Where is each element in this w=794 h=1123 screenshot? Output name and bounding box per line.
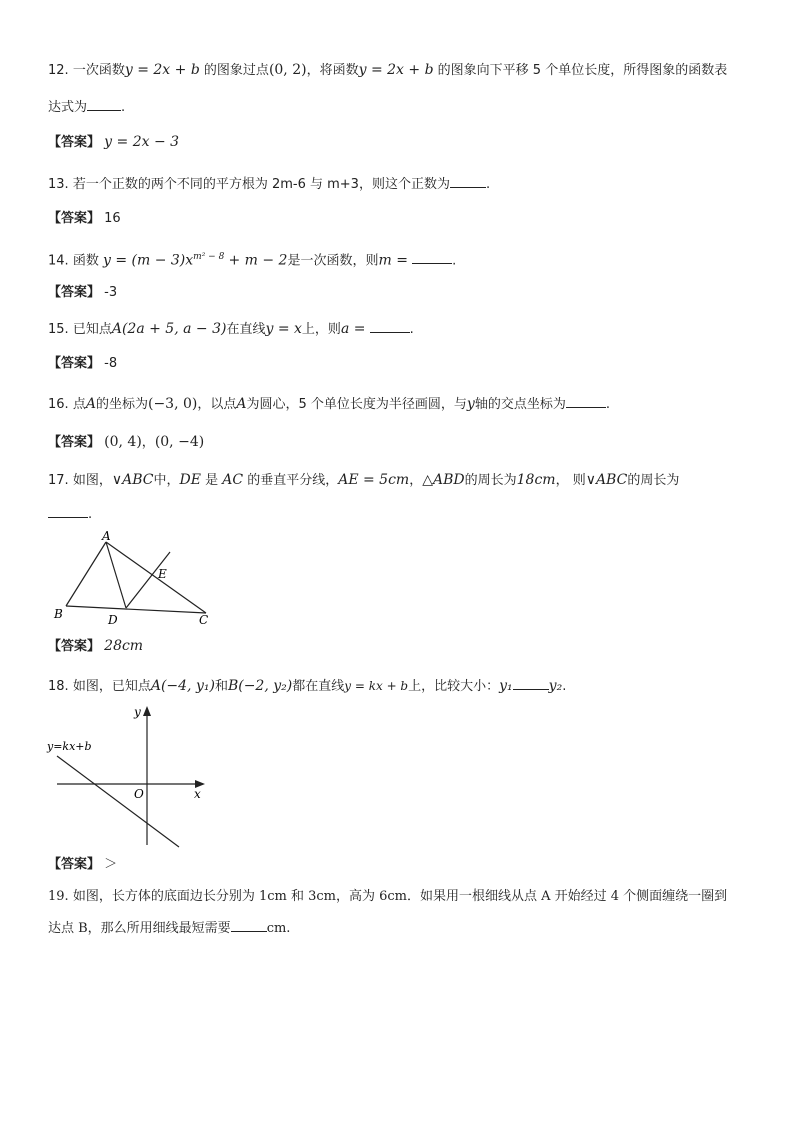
- answer-label: 【答案】: [48, 356, 101, 371]
- q18-formula: y₁: [499, 678, 513, 694]
- q17-text: 的周长为: [627, 473, 680, 488]
- q12-text: 一次函数: [72, 63, 125, 78]
- segment-ac: [106, 542, 206, 613]
- q14-exponent: m² − 8: [193, 252, 225, 262]
- answer-blank: [231, 917, 267, 932]
- segment-bc: [66, 606, 206, 613]
- answer-blank: [566, 393, 606, 408]
- q14-number: 14.: [48, 253, 69, 269]
- q14-formula: + m − 2: [228, 252, 288, 269]
- answer-value: (0, 4): [104, 434, 142, 450]
- answer-value: 16: [104, 211, 121, 226]
- answer-label: 【答案】: [48, 857, 101, 872]
- q16-line: [48, 393, 754, 415]
- q19-text: cm.: [266, 921, 291, 936]
- label-a: A: [102, 529, 111, 543]
- q17-text: 中，: [153, 473, 180, 488]
- q15-formula: A(2a + 5, a − 3): [111, 321, 227, 337]
- q17-formula: 18cm: [516, 472, 556, 488]
- q12-text: 的图象向下平移 5 个单位长度，所得图象的函数表: [437, 63, 728, 78]
- q19-line1: [48, 887, 754, 907]
- q17-formula: ∨ABC: [111, 472, 154, 488]
- q12-line1: [48, 60, 754, 81]
- y-axis-arrow-icon: [143, 706, 151, 716]
- answer-blank: [48, 503, 88, 518]
- q13-number: 13.: [48, 177, 69, 192]
- q12-text: 的图象过点: [203, 63, 269, 78]
- label-origin: O: [134, 787, 144, 801]
- q16-number: 16.: [48, 397, 69, 412]
- q15-line: [48, 318, 754, 340]
- answer-value: 28cm: [104, 638, 144, 654]
- q15-answer: [48, 354, 754, 374]
- q17-answer: [48, 636, 754, 657]
- q14-line: [48, 247, 754, 271]
- q18-formula: y = kx + b: [344, 679, 409, 693]
- answer-label: 【答案】: [48, 135, 101, 150]
- answer-value: y = 2x − 3: [104, 134, 180, 150]
- q15-text: 在直线: [226, 322, 266, 337]
- q16-text: ，以点: [197, 397, 237, 412]
- q14-formula: m =: [378, 252, 408, 269]
- answer-label: 【答案】: [48, 435, 101, 450]
- answer-blank: [370, 318, 410, 333]
- q16-text: 轴的交点坐标为: [474, 397, 566, 412]
- answer-value: -3: [104, 285, 118, 300]
- q12-text: .: [121, 100, 126, 115]
- q15-number: 15.: [48, 322, 69, 337]
- q14-answer: [48, 283, 754, 303]
- q14-text: 函数: [72, 253, 99, 269]
- label-y-axis: y: [134, 705, 141, 719]
- q17-text: 如图，: [72, 473, 112, 488]
- q16-text: 点: [72, 397, 86, 412]
- q17-formula: △ABD: [422, 472, 465, 488]
- q16-formula: A: [236, 396, 247, 412]
- label-x-axis: x: [194, 787, 201, 801]
- answer-value: (0, −4): [154, 434, 205, 450]
- q18-answer: [48, 855, 754, 875]
- q16-point: (−3, 0): [147, 396, 198, 412]
- q19-number: 19.: [48, 889, 69, 904]
- q15-text: .: [409, 322, 414, 337]
- q18-formula: A(−4, y₁): [150, 678, 215, 694]
- q15-text: 上，则: [301, 322, 341, 337]
- q18-formula: y₂: [548, 678, 563, 694]
- q17-text: 是: [205, 473, 219, 488]
- q17-formula: AC: [222, 472, 244, 488]
- q13-text: .: [485, 177, 491, 192]
- answer-label: 【答案】: [48, 285, 101, 300]
- q19-text: 达点 B，那么所用细线最短需要: [48, 921, 231, 936]
- q16-text: .: [605, 397, 610, 412]
- q19-line2: [48, 917, 754, 939]
- q18-text: 上，比较大小：: [408, 679, 500, 694]
- q17-number: 17.: [48, 473, 69, 488]
- q12-text: ，将函数: [306, 63, 359, 78]
- q12-line2: [48, 96, 754, 118]
- q14-text: 是一次函数，则: [287, 253, 379, 269]
- q16-text: 的坐标为: [95, 397, 148, 412]
- triangle-figure: [48, 528, 218, 628]
- q18-text: 和: [214, 679, 228, 694]
- answer-blank: [450, 173, 486, 188]
- answer-value: ＞: [104, 857, 118, 872]
- answer-blank: [87, 96, 121, 111]
- q16-answer: [48, 432, 754, 453]
- q12-text: 达式为: [48, 100, 88, 115]
- segment-ad: [106, 542, 126, 608]
- q18-formula: B(−2, y₂): [227, 678, 293, 694]
- q16-text: 为圆心，5 个单位长度为半径画圆，与: [246, 397, 467, 412]
- line-graph-figure: [45, 700, 215, 850]
- label-line: y=kx+b: [47, 740, 92, 753]
- q18-text: 都在直线: [292, 679, 345, 694]
- q17-text: ， 则: [555, 473, 586, 488]
- q15-formula: a =: [340, 321, 366, 337]
- q17-line2: [48, 503, 754, 525]
- q18-line: [48, 675, 754, 697]
- q12-answer: [48, 132, 754, 153]
- label-d: D: [108, 613, 118, 627]
- q13-text: 若一个正数的两个不同的平方根为 2m-6 与 m+3，则这个正数为: [72, 177, 450, 192]
- label-e: E: [158, 567, 167, 581]
- segment-ab: [66, 542, 106, 606]
- q15-formula: y = x: [265, 321, 302, 337]
- q15-text: 已知点: [72, 322, 112, 337]
- q18-number: 18.: [48, 679, 69, 694]
- q12-formula: y = 2x + b: [358, 62, 434, 78]
- q17-formula: AE = 5cm: [338, 472, 410, 488]
- line-y-kx-b: [57, 756, 179, 847]
- q18-text: 如图，已知点: [72, 679, 151, 694]
- q13-line: [48, 173, 754, 195]
- q17-text: 的垂直平分线，: [247, 473, 339, 488]
- q17-line1: [48, 470, 754, 491]
- q18-text: .: [562, 679, 567, 694]
- q12-point: (0, 2): [268, 62, 307, 78]
- label-b: B: [54, 607, 63, 621]
- q12-formula: y = 2x + b: [124, 62, 200, 78]
- q16-formula: A: [85, 396, 96, 412]
- answer-label: 【答案】: [48, 211, 101, 226]
- q14-text: .: [452, 253, 457, 269]
- q14-formula: y = (m − 3)x: [102, 252, 194, 269]
- q17-text: ，: [409, 473, 423, 488]
- answer-label: 【答案】: [48, 639, 101, 654]
- q12-number: 12.: [48, 63, 69, 78]
- q17-text: 的周长为: [464, 473, 517, 488]
- q17-formula: ∨ABC: [585, 472, 628, 488]
- q17-formula: DE: [179, 472, 201, 488]
- q16-formula: y: [466, 396, 475, 412]
- label-c: C: [199, 613, 209, 627]
- q13-answer: [48, 209, 754, 229]
- answer-separator: ，: [141, 435, 155, 450]
- answer-blank: [513, 675, 549, 690]
- answer-value: -8: [104, 356, 118, 371]
- answer-blank: [412, 249, 452, 264]
- q17-text: .: [88, 507, 93, 522]
- q19-text: 如图，长方体的底面边长分别为 1cm 和 3cm，高为 6cm．如果用一根细线从点 A 开始经过 4 个侧面缠绕一圈到: [72, 889, 728, 904]
